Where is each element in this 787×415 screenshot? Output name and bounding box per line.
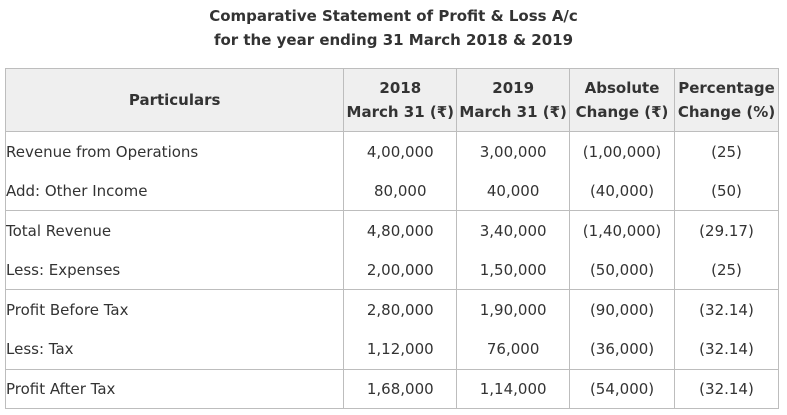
page-title: [0, 4, 787, 52]
cell-particular: Profit After Tax: [6, 369, 344, 409]
cell-2018: 1,68,000: [344, 369, 457, 409]
cell-2019: 3,00,000: [457, 132, 570, 172]
table-row-expenses: [6, 250, 779, 290]
header-absolute-line1: Absolute: [584, 79, 660, 97]
cell-2019: 3,40,000: [457, 211, 570, 251]
cell-2018: 2,80,000: [344, 290, 457, 330]
header-2019: [457, 69, 570, 132]
title-line-2: for the year ending 31 March 2018 & 2019: [213, 31, 574, 49]
table-row-revenue-from-operations: [6, 132, 779, 172]
header-2018-date: March 31 (₹): [346, 103, 454, 121]
cell-absolute-change: (40,000): [570, 171, 675, 211]
cell-particular: Revenue from Operations: [6, 132, 344, 172]
table-row-total-revenue: [6, 211, 779, 251]
title-line-1: Comparative Statement of Profit & Loss A/c: [209, 7, 578, 25]
cell-percentage-change: (32.14): [675, 329, 779, 369]
table-row-other-income: [6, 171, 779, 211]
comparative-statement-table: [5, 68, 779, 409]
cell-absolute-change: (50,000): [570, 250, 675, 290]
cell-percentage-change: (29.17): [675, 211, 779, 251]
cell-particular: Add: Other Income: [6, 171, 344, 211]
cell-2018: 1,12,000: [344, 329, 457, 369]
cell-2019: 1,14,000: [457, 369, 570, 409]
cell-absolute-change: (1,00,000): [570, 132, 675, 172]
cell-particular: Less: Tax: [6, 329, 344, 369]
header-2018: [344, 69, 457, 132]
cell-particular: Less: Expenses: [6, 250, 344, 290]
cell-2018: 4,00,000: [344, 132, 457, 172]
cell-percentage-change: (25): [675, 132, 779, 172]
cell-absolute-change: (36,000): [570, 329, 675, 369]
header-percentage-line2: Change (%): [677, 103, 776, 121]
cell-percentage-change: (25): [675, 250, 779, 290]
header-particulars-label: Particulars: [128, 91, 221, 109]
cell-percentage-change: (32.14): [675, 369, 779, 409]
header-particulars: [6, 69, 344, 132]
header-2019-date: March 31 (₹): [459, 103, 567, 121]
cell-percentage-change: (50): [675, 171, 779, 211]
table-header-row: [6, 69, 779, 132]
cell-2018: 80,000: [344, 171, 457, 211]
header-2018-year: 2018: [379, 79, 422, 97]
table-row-profit-after-tax: [6, 369, 779, 409]
header-percentage-line1: Percentage: [678, 79, 775, 97]
header-percentage-change: [675, 69, 779, 132]
cell-absolute-change: (90,000): [570, 290, 675, 330]
header-absolute-change: [570, 69, 675, 132]
cell-particular: Profit Before Tax: [6, 290, 344, 330]
header-absolute-line2: Change (₹): [575, 103, 669, 121]
table-row-tax: [6, 329, 779, 369]
cell-2019: 40,000: [457, 171, 570, 211]
cell-absolute-change: (54,000): [570, 369, 675, 409]
cell-2019: 76,000: [457, 329, 570, 369]
cell-absolute-change: (1,40,000): [570, 211, 675, 251]
cell-2019: 1,50,000: [457, 250, 570, 290]
cell-percentage-change: (32.14): [675, 290, 779, 330]
header-2019-year: 2019: [492, 79, 535, 97]
cell-particular: Total Revenue: [6, 211, 344, 251]
cell-2018: 4,80,000: [344, 211, 457, 251]
cell-2019: 1,90,000: [457, 290, 570, 330]
cell-2018: 2,00,000: [344, 250, 457, 290]
table-row-profit-before-tax: [6, 290, 779, 330]
